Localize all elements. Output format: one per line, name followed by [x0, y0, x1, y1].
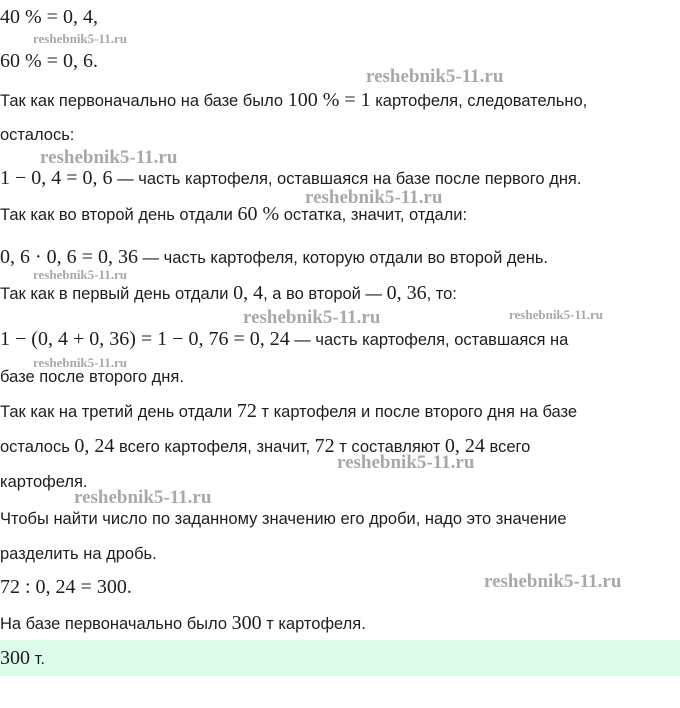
- line-9: 1 − (0, 4 + 0, 36) = 1 − 0, 76 = 0, 24 — часть картофеля, оставшаяся на: [0, 328, 569, 350]
- watermark: reshebnik5-11.ru: [484, 571, 622, 592]
- answer-box: [0, 640, 680, 676]
- line-7: 0, 6 · 0, 6 = 0, 36 — часть картофеля, которую отдали во второй день.: [0, 246, 549, 268]
- watermark: reshebnik5-11.ru: [33, 31, 128, 46]
- line-5: 1 − 0, 4 = 0, 6 — часть картофеля, оставшаяся на базе после первого дня.: [0, 167, 582, 189]
- line-15: разделить на дробь.: [0, 545, 157, 563]
- line-12: осталось 0, 24 всего картофеля, значит, 72 т составляют 0, 24 всего: [0, 435, 531, 457]
- line-8: Так как в первый день отдали 0, 4, а во второй — 0, 36, то:: [0, 282, 457, 304]
- line-10: базе после второго дня.: [0, 368, 184, 386]
- line-13: картофеля.: [0, 473, 88, 491]
- line-17: На базе первоначально было 300 т картофеля.: [0, 612, 366, 634]
- line-6: Так как во второй день отдали 60 % остатка, значит, отдали:: [0, 203, 468, 225]
- watermark: reshebnik5-11.ru: [337, 452, 475, 473]
- line-11: Так как на третий день отдали 72 т картофеля и после второго дня на базе: [0, 400, 578, 422]
- line-2: 60 % = 0, 6.: [0, 50, 98, 72]
- line-16: 72 : 0, 24 = 300.: [0, 576, 132, 598]
- line-4: осталось:: [0, 126, 75, 144]
- watermark: reshebnik5-11.ru: [33, 267, 128, 282]
- watermark: reshebnik5-11.ru: [509, 307, 604, 322]
- watermark: reshebnik5-11.ru: [305, 187, 443, 208]
- watermark: reshebnik5-11.ru: [33, 355, 128, 370]
- watermark: reshebnik5-11.ru: [40, 147, 178, 168]
- answer-line: 300 т.: [0, 647, 45, 669]
- line-14: Чтобы найти число по заданному значению его дроби, надо это значение: [0, 510, 567, 528]
- line-1: 40 % = 0, 4,: [0, 6, 98, 28]
- watermark: reshebnik5-11.ru: [74, 487, 212, 508]
- watermark: reshebnik5-11.ru: [243, 307, 381, 328]
- watermark: reshebnik5-11.ru: [366, 66, 504, 87]
- line-3: Так как первоначально на базе было 100 % = 1 картофеля, следовательно,: [0, 89, 588, 111]
